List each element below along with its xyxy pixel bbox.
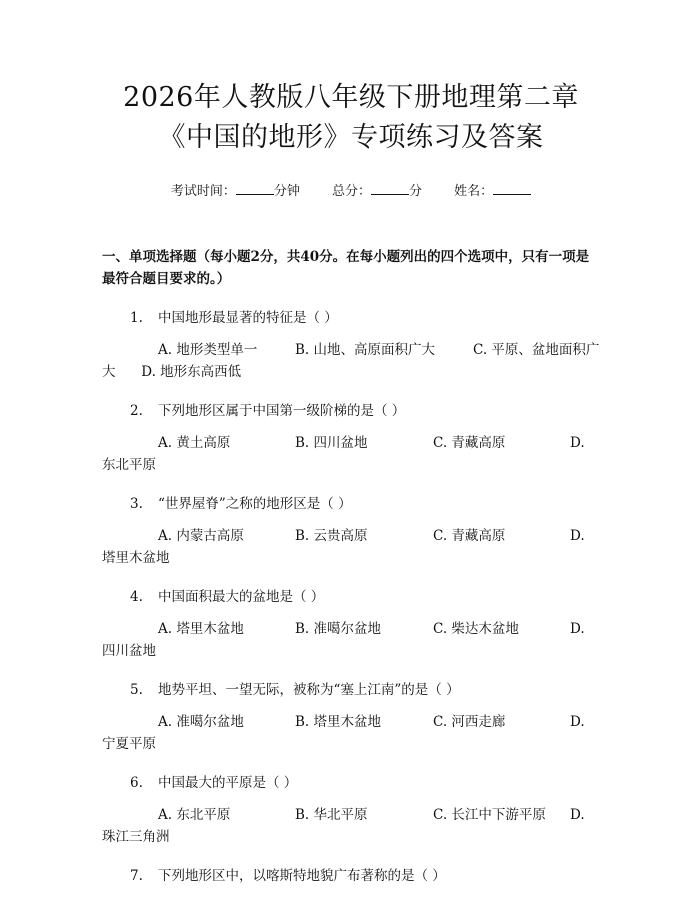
option-a: A. 准噶尔盆地: [158, 714, 244, 730]
exam-score-blank[interactable]: [371, 182, 409, 195]
question-text: 中国最大的平原是（ ）: [158, 775, 298, 791]
question-number: 1.: [130, 310, 143, 326]
option-d: D. 珠江三角洲: [102, 807, 585, 845]
exam-info-line: [102, 182, 600, 202]
exam-time-unit: 分钟: [273, 184, 300, 199]
option-c: C. 长江中下游平原: [433, 807, 546, 823]
question-options: [102, 339, 600, 383]
option-c: C. 柴达木盆地: [433, 621, 519, 637]
exam-name-blank[interactable]: [493, 182, 531, 195]
question: [102, 400, 600, 422]
question: [102, 865, 600, 887]
option-b: B. 山地、高原面积广大: [295, 342, 436, 358]
question-number: 6.: [130, 775, 143, 791]
question-number: 2.: [130, 403, 143, 419]
option-d: D. 四川盆地: [102, 621, 585, 659]
exam-name: [454, 184, 531, 199]
question-text: 下列地形区属于中国第一级阶梯的是（ ）: [158, 403, 406, 419]
option-d: D. 塔里木盆地: [102, 528, 585, 566]
option-a: A. 塔里木盆地: [158, 621, 244, 637]
option-c: C. 青藏高原: [433, 528, 506, 544]
option-a: A. 地形类型单一: [158, 342, 258, 358]
exam-score-unit: 分: [409, 184, 423, 199]
exam-time-blank[interactable]: [236, 182, 274, 195]
question-options: [102, 804, 600, 848]
option-a: A. 东北平原: [158, 807, 231, 823]
question: [102, 772, 600, 794]
question-options: [102, 711, 600, 755]
exam-time-label: 考试时间：: [170, 184, 236, 199]
question: [102, 679, 600, 701]
document-title: 2026年人教版八年级下册地理第二章《中国的地形》专项练习及答案: [123, 82, 579, 153]
option-d: D. 东北平原: [102, 435, 585, 473]
question-text: “世界屋脊”之称的地形区是（ ）: [158, 496, 352, 512]
option-a: A. 内蒙古高原: [158, 528, 244, 544]
question: [102, 493, 600, 515]
option-b: B. 华北平原: [295, 807, 368, 823]
question-options: [102, 618, 600, 662]
question-text: 下列地形区中，以喀斯特地貌广布著称的是（ ）: [158, 868, 446, 884]
option-c: C. 河西走廊: [433, 714, 506, 730]
question: [102, 307, 600, 329]
question-text: 地势平坦、一望无际，被称为“塞上江南”的是（ ）: [158, 682, 460, 698]
exam-name-label: 姓名：: [454, 184, 494, 199]
question-options: [102, 432, 600, 476]
question-text: 中国面积最大的盆地是（ ）: [158, 589, 325, 605]
option-b: B. 云贵高原: [295, 528, 368, 544]
option-b: B. 四川盆地: [295, 435, 368, 451]
option-d: D. 宁夏平原: [102, 714, 585, 752]
option-c: C. 平原、盆地面积广大: [102, 342, 600, 380]
exam-score: [332, 184, 422, 199]
question-number: 3.: [130, 496, 143, 512]
section-heading: 一、单项选择题（每小题2分，共40分。在每小题列出的四个选项中，只有一项是最符合题目要求的。）: [102, 249, 590, 287]
question: [102, 586, 600, 608]
question-text: 中国地形最显著的特征是（ ）: [158, 310, 338, 326]
option-d: D. 地形东高西低: [141, 364, 242, 380]
option-b: B. 准噶尔盆地: [295, 621, 382, 637]
option-a: A. 黄土高原: [158, 435, 231, 451]
option-c: C. 青藏高原: [433, 435, 506, 451]
question-number: 5.: [130, 682, 143, 698]
question-number: 7.: [130, 868, 143, 884]
question-number: 4.: [130, 589, 143, 605]
question-options: [102, 525, 600, 569]
exam-time: [171, 184, 300, 199]
option-b: B. 塔里木盆地: [295, 714, 382, 730]
exam-score-label: 总分：: [331, 184, 371, 199]
